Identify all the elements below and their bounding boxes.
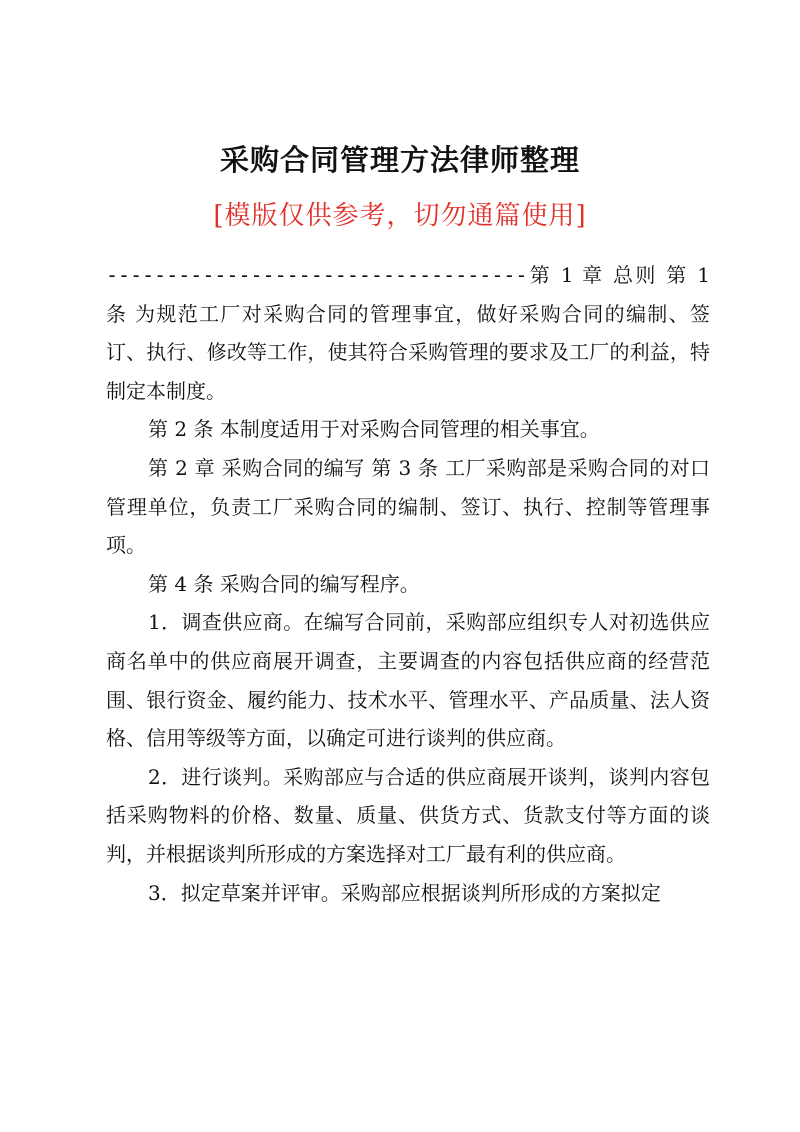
paragraph-3: 第 2 章 采购合同的编写 第 3 条 工厂采购部是采购合同的对口管理单位，负责工厂采购合同的编制、签订、执行、控制等管理事项。 [106,455,710,558]
document-body [106,256,710,912]
paragraph-1-text: 第 1 章 总则 第 1 条 为规范工厂对采购合同的管理事宜，做好采购合同的编制、签订、执行、修改等工作，使其符合采购管理的要求及工厂的利益，特制定本制度。 [106,263,710,403]
document-title: 采购合同管理方法律师整理 [219,143,580,177]
template-notice: [模版仅供参考，切勿通篇使用] [213,201,587,231]
paragraph-6: 2．进行谈判。采购部应与合适的供应商展开谈判，谈判内容包括采购物料的价格、数量、质量、供货方式、货款支付等方面的谈判，并根据谈判所形成的方案选择对工厂最有利的供应商。 [106,764,710,866]
paragraph-4: 第 4 条 采购合同的编写程序。 [148,571,420,596]
paragraph-1 [106,256,710,410]
paragraph-2: 第 2 条 本制度适用于对采购合同管理的相关事宜。 [148,417,600,442]
separator-dashes: ----------------------------------- [106,263,528,287]
paragraph-7: 3．拟定草案并评审。采购部应根据谈判所形成的方案拟定 [148,880,661,905]
paragraph-5: 1．调查供应商。在编写合同前，采购部应组织专人对初选供应商名单中的供应商展开调查，主要调查的内容包括供应商的经营范围、银行资金、履约能力、技术水平、管理水平、产品质量、法人资格、信用等级等方面，以确定可进行谈判的供应商。 [106,610,710,751]
